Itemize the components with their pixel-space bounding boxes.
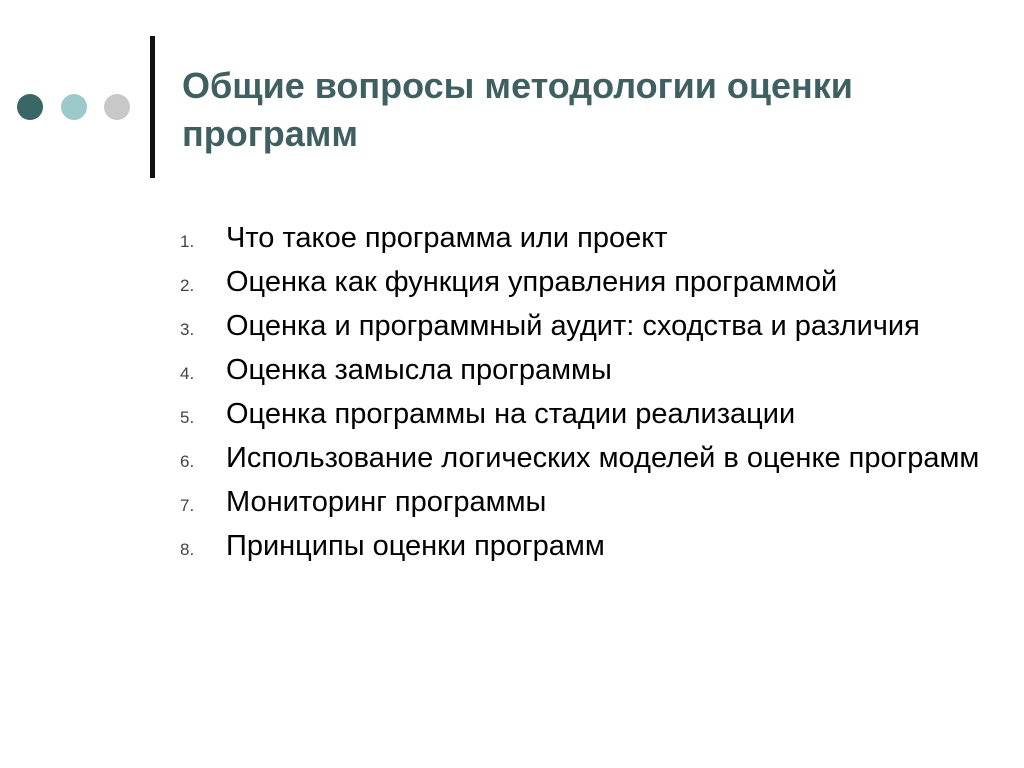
item-number: 3. bbox=[180, 320, 195, 339]
title-divider bbox=[150, 36, 155, 178]
item-text: Оценка и программный аудит: сходства и различия bbox=[226, 310, 920, 342]
item-number: 8. bbox=[180, 540, 195, 559]
agenda-item bbox=[180, 396, 980, 432]
item-text: Принципы оценки программ bbox=[226, 530, 605, 562]
item-text: Мониторинг программы bbox=[226, 486, 547, 518]
agenda-item bbox=[180, 352, 980, 388]
item-number: 6. bbox=[180, 452, 195, 471]
agenda-item bbox=[180, 220, 980, 256]
item-text: Оценка программы на стадии реализации bbox=[226, 398, 796, 430]
agenda-item bbox=[180, 440, 980, 476]
agenda-item bbox=[180, 484, 980, 520]
agenda-item bbox=[180, 264, 980, 300]
agenda-item bbox=[180, 528, 980, 564]
item-number: 7. bbox=[180, 496, 195, 515]
decorative-dot-light bbox=[61, 94, 87, 120]
slide-title: Общие вопросы методологии оценки программ bbox=[182, 65, 853, 154]
item-text: Оценка замысла программы bbox=[226, 354, 612, 386]
decorative-dot-dark bbox=[17, 94, 43, 120]
decorative-dot-gray bbox=[104, 94, 130, 120]
item-text: Оценка как функция управления программой bbox=[226, 266, 838, 298]
item-number: 4. bbox=[180, 364, 195, 383]
item-number: 1. bbox=[180, 232, 195, 251]
agenda-list bbox=[180, 220, 980, 572]
item-text: Использование логических моделей в оценке программ bbox=[226, 442, 980, 474]
agenda-item bbox=[180, 308, 980, 344]
item-number: 2. bbox=[180, 276, 195, 295]
item-number: 5. bbox=[180, 408, 195, 427]
item-text: Что такое программа или проект bbox=[226, 222, 668, 254]
